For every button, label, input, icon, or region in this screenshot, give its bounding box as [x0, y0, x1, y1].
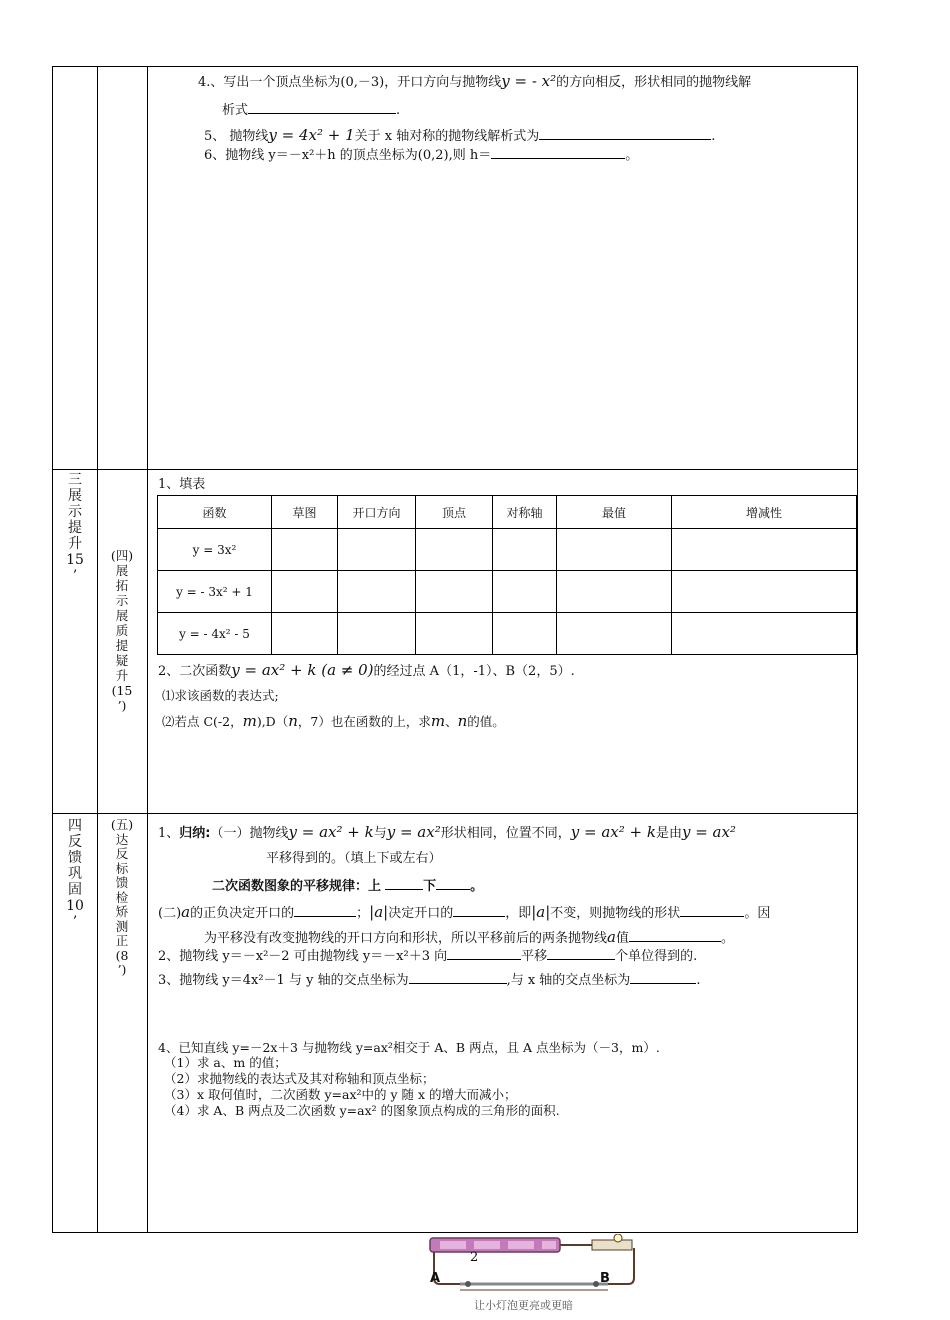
answer-cell[interactable] — [338, 571, 416, 613]
row-divider-2 — [52, 813, 858, 814]
question-5: 5、 抛物线y = 4x² + 1关于 x 轴对称的抛物线解析式为 . — [204, 126, 716, 144]
answer-cell[interactable] — [416, 613, 493, 655]
row-divider-1 — [52, 469, 858, 470]
function-cell: y = - 4x² - 5 — [158, 613, 272, 655]
answer-cell[interactable] — [416, 571, 493, 613]
function-cell: y = - 3x² + 1 — [158, 571, 272, 613]
answer-cell[interactable] — [338, 613, 416, 655]
feedback-question-4: 4、已知直线 y=－2x＋3 与抛物线 y=ax²相交于 A、B 两点，且 A 点坐标为（－3，m）. — [158, 1040, 660, 1055]
answer-blank[interactable] — [630, 970, 696, 984]
answer-cell[interactable] — [338, 529, 416, 571]
answer-blank[interactable] — [436, 876, 470, 890]
summary-part-2-line2: 为平移没有改变抛物线的开口方向和形状，所以平移前后的两条抛物线a值 。 — [204, 928, 734, 946]
question-4-line2: 析式 . — [222, 100, 400, 120]
table-row — [158, 529, 857, 571]
stage-label-3: 三 展 示 提 升 15 ’ — [66, 472, 84, 584]
activity-label-4: (四) 展 拓 示 展 质 提 疑 升 (15 ’) — [110, 548, 134, 713]
answer-cell[interactable] — [272, 571, 338, 613]
answer-blank[interactable] — [385, 876, 423, 890]
summary-line-1: 1、归纳:（一）抛物线y = ax² + k与y = ax²形状相同，位置不同，y = ax² + k是由y = ax² — [158, 823, 736, 841]
header-cell: 函数 — [158, 496, 272, 529]
circuit-caption: 让小灯泡更亮或更暗 — [474, 1299, 573, 1312]
column-divider-1 — [97, 66, 98, 1233]
answer-cell[interactable] — [493, 571, 557, 613]
terminal-label-a: A — [430, 1271, 441, 1286]
summary-line-2: 平移得到的。（填上下或左右） — [266, 851, 442, 866]
math-expression: y = 4x² + 1 — [268, 126, 355, 144]
answer-blank[interactable] — [680, 903, 744, 917]
header-cell: 草图 — [272, 496, 338, 529]
feedback-question-2: 2、抛物线 y＝－x²－2 可由抛物线 y＝－x²＋3 向 平移 个单位得到的. — [158, 946, 697, 966]
answer-blank[interactable] — [409, 970, 507, 984]
stage-label-4: 四 反 馈 巩 固 10 ’ — [66, 818, 84, 930]
summary-part-2: (二)a的正负决定开口的 ；|a|决定开口的 ，即|a|不变，则抛物线的形状 。因 — [158, 903, 771, 921]
answer-blank[interactable] — [294, 903, 356, 917]
answer-blank[interactable] — [453, 903, 505, 917]
question-4-part-4: （4）求 A、B 两点及二次函数 y=ax² 的图象顶点构成的三角形的面积. — [164, 1103, 560, 1118]
translation-rule: 二次函数图象的平移规律：上 下 。 — [212, 876, 483, 896]
answer-cell[interactable] — [493, 529, 557, 571]
function-cell: y = 3x² — [158, 529, 272, 571]
answer-blank[interactable] — [491, 145, 625, 159]
answer-cell[interactable] — [493, 613, 557, 655]
circuit-illustration — [420, 1234, 650, 1316]
answer-cell[interactable] — [557, 529, 672, 571]
question-6: 6、抛物线 y＝－x²＋h 的顶点坐标为(0,2),则 h＝ 。 — [204, 145, 638, 165]
fill-table-label: 1、填表 — [158, 477, 206, 492]
answer-blank[interactable] — [248, 100, 396, 114]
answer-cell[interactable] — [672, 571, 857, 613]
feedback-question-3: 3、抛物线 y＝4x²－1 与 y 轴的交点坐标为 ,与 x 轴的交点坐标为 . — [158, 970, 700, 990]
question-4: 4.、写出一个顶点坐标为(0,－3)，开口方向与抛物线y = - x²的方向相反，形状相同的抛物线解 — [198, 72, 752, 90]
fill-in-table — [157, 495, 857, 655]
table-row — [158, 571, 857, 613]
question-4-part-1: （1）求 a、m 的值； — [164, 1055, 287, 1070]
answer-cell[interactable] — [557, 613, 672, 655]
page-number: 2 — [470, 1250, 479, 1265]
answer-cell[interactable] — [272, 529, 338, 571]
math-expression: y = ax² + k (a ≠ 0) — [231, 661, 374, 679]
header-cell: 最值 — [557, 496, 672, 529]
header-cell: 增减性 — [672, 496, 857, 529]
math-expression: y = - x² — [501, 72, 557, 90]
answer-blank[interactable] — [539, 126, 711, 140]
answer-cell[interactable] — [416, 529, 493, 571]
table-header-row — [158, 496, 857, 529]
answer-blank[interactable] — [629, 928, 721, 942]
answer-cell[interactable] — [672, 613, 857, 655]
table-row — [158, 613, 857, 655]
terminal-label-b: B — [600, 1271, 610, 1286]
header-cell: 顶点 — [416, 496, 493, 529]
answer-cell[interactable] — [272, 613, 338, 655]
answer-blank[interactable] — [447, 946, 521, 960]
question-4-part-2: （2）求抛物线的表达式及其对称轴和顶点坐标； — [164, 1071, 435, 1086]
question-2-part-1: ⑴求该函数的表达式; — [162, 688, 279, 703]
answer-cell[interactable] — [557, 571, 672, 613]
column-divider-2 — [147, 66, 148, 1233]
header-cell: 开口方向 — [338, 496, 416, 529]
activity-label-5: (五) 达 反 标 馈 检 矫 测 正 (8 ’) — [110, 817, 134, 977]
question-2-part-2: ⑵若点 C(-2，m),D（n，7）也在函数的上，求m、n的值。 — [162, 712, 505, 730]
header-cell: 对称轴 — [493, 496, 557, 529]
answer-blank[interactable] — [547, 946, 615, 960]
question-4-part-3: （3）x 取何值时，二次函数 y=ax²中的 y 随 x 的增大而减小； — [164, 1087, 517, 1102]
answer-cell[interactable] — [672, 529, 857, 571]
question-2-quadratic: 2、二次函数y = ax² + k (a ≠ 0)的经过点 A（1，-1）、B（2，5）. — [158, 661, 575, 679]
